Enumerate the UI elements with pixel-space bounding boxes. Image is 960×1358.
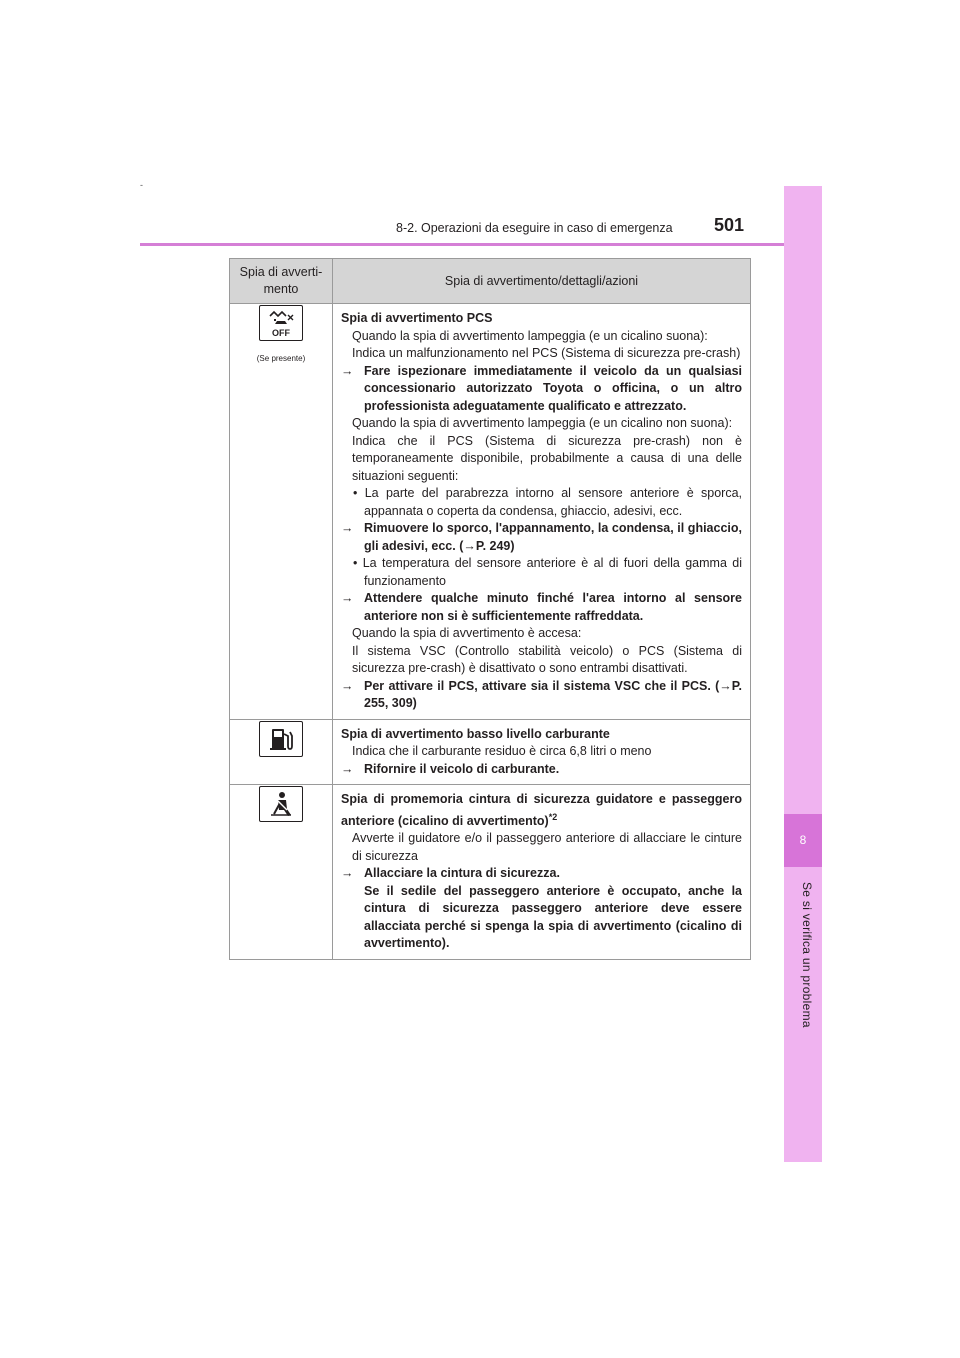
- page-number: 501: [714, 215, 745, 235]
- arrow-icon: →: [341, 521, 354, 535]
- action-text: Fare ispezionare immediatamente il veicolo da un qualsiasi concessionario autorizzato Toyota o officina, o un altro professionista adeguatamente qualificato e attrezzato.: [364, 363, 742, 413]
- header-dash: -: [140, 180, 143, 190]
- action-text: Per attivare il PCS, attivare sia il sistema VSC che il PCS. (→P. 255, 309): [364, 678, 742, 710]
- row-title: Spia di avvertimento basso livello carburante: [341, 726, 610, 741]
- svg-text:OFF: OFF: [272, 328, 290, 338]
- action-line: [341, 520, 742, 555]
- action-line: [341, 363, 742, 416]
- column-header-light: Spia di avverti- mento: [230, 259, 333, 304]
- action-text: Rifornire il veicolo di carburante.: [364, 761, 560, 776]
- detail-line: Quando la spia di avvertimento lampeggia (e un cicalino non suona):: [352, 416, 733, 430]
- arrow-icon: →: [341, 363, 354, 378]
- action-line: [341, 590, 742, 625]
- detail-line: Quando la spia di avvertimento lampeggia (e un cicalino suona):: [352, 328, 708, 343]
- detail-line: Quando la spia di avvertimento è accesa:: [352, 626, 582, 640]
- icon-cell: [230, 304, 333, 720]
- bullet-item: • La parte del parabrezza intorno al sensore anteriore è sporca, appannata o coperta da condensa, ghiaccio, adesivi, ecc.: [353, 486, 742, 518]
- detail-line: Indica che il PCS (Sistema di sicurezza pre-crash) non è temporaneamente disponibile, probabilmente a causa di una delle situazioni seguenti:: [352, 433, 742, 483]
- footnote-marker: *2: [548, 811, 558, 822]
- detail-line: Il sistema VSC (Controllo stabilità veicolo) o PCS (Sistema di sicurezza pre-crash) è disattivato o sono entrambi disattivati.: [352, 643, 742, 675]
- details-cell: [333, 719, 751, 785]
- header-rule: [140, 243, 821, 246]
- chapter-label: Se si verifica un problema: [800, 882, 814, 1028]
- table-header-row: [230, 259, 751, 304]
- warning-lights-table: [229, 258, 751, 960]
- icon-note: (Se presente): [256, 353, 306, 363]
- action-line: [341, 678, 742, 713]
- icon-cell: [230, 785, 333, 960]
- detail-line: Indica un malfunzionamento nel PCS (Sistema di sicurezza pre-crash): [352, 346, 741, 360]
- section-title: 8-2. Operazioni da eseguire in caso di emergenza: [396, 221, 673, 235]
- table-row: [230, 785, 751, 960]
- row-title: [341, 791, 742, 830]
- pcs-off-icon: [259, 305, 303, 341]
- action-line: [341, 865, 742, 883]
- row-title-text: Spia di promemoria cintura di sicurezza guidatore e passeggero anteriore (cicalino di avvertimento): [341, 792, 742, 828]
- action-detail: Se il sedile del passeggero anteriore è occupato, anche la cintura di sicurezza passeggero anteriore deve essere allacciata perché si spenga la spia di avvertimento (cicalino di avvertimento).: [364, 883, 742, 951]
- chapter-number-tab: 8: [784, 814, 822, 867]
- detail-line: Avverte il guidatore e/o il passeggero anteriore di allacciare le cinture di sicurezza: [352, 831, 742, 863]
- arrow-icon: →: [341, 866, 354, 881]
- icon-cell: [230, 719, 333, 785]
- table-row: [230, 304, 751, 720]
- action-text: Attendere qualche minuto finché l'area intorno al sensore anteriore non si è sufficientemente raffreddata.: [364, 591, 742, 623]
- seatbelt-reminder-icon: [259, 786, 303, 822]
- details-cell: [333, 785, 751, 960]
- action-text: Allacciare la cintura di sicurezza.: [364, 866, 560, 881]
- action-line: [341, 761, 742, 779]
- arrow-icon: →: [341, 591, 354, 605]
- arrow-icon: →: [341, 678, 354, 693]
- arrow-icon: →: [341, 761, 354, 776]
- column-header-details: Spia di avvertimento/dettagli/azioni: [333, 259, 751, 304]
- detail-line: Indica che il carburante residuo è circa 6,8 litri o meno: [352, 744, 652, 758]
- row-title: Spia di avvertimento PCS: [341, 311, 493, 325]
- fuel-pump-icon: [259, 721, 303, 757]
- details-cell: [333, 304, 751, 720]
- action-text: Rimuovere lo sporco, l'appannamento, la condensa, il ghiaccio, gli adesivi, ecc. (→P. 249): [364, 521, 742, 553]
- bullet-item: • La temperatura del sensore anteriore è al di fuori della gamma di funzionamento: [353, 556, 742, 588]
- table-row: [230, 719, 751, 785]
